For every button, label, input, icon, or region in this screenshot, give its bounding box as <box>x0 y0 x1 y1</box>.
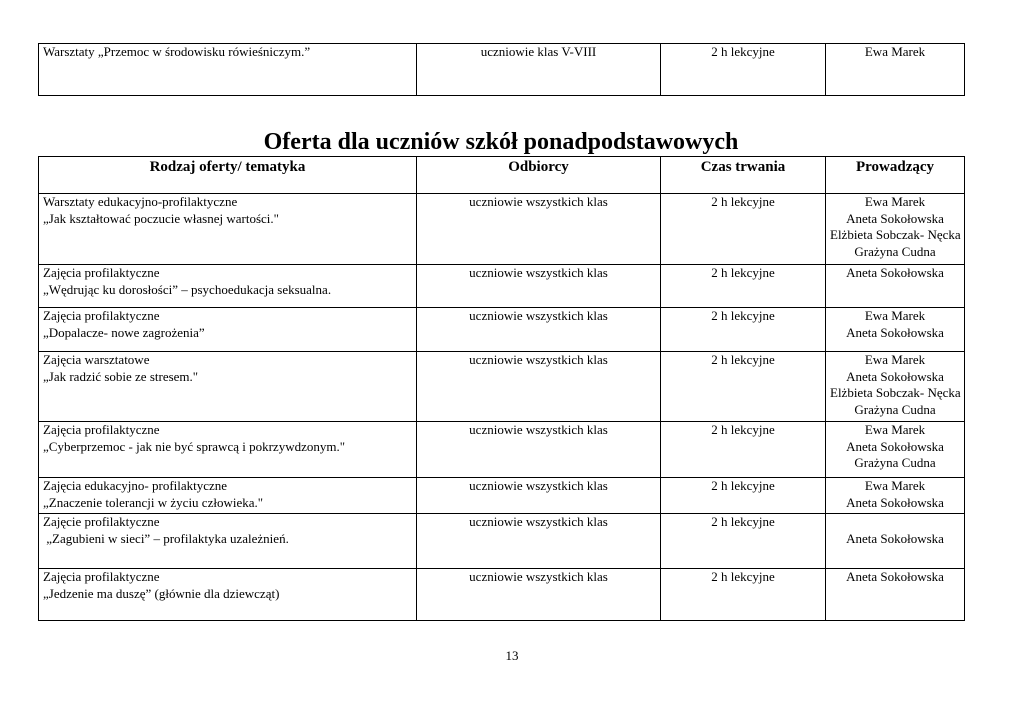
leader-name: Grażyna Cudna <box>854 243 936 259</box>
topic-line: Warsztaty „Przemoc w środowisku rówieśniczym.” <box>43 44 311 59</box>
table-row <box>39 569 965 621</box>
table-row <box>39 514 965 569</box>
topic-cell <box>39 44 417 96</box>
leader-name: Aneta Sokołowska <box>846 210 944 226</box>
topic-line: „Dopalacze- nowe zagrożenia” <box>43 324 205 340</box>
topic-line: Warsztaty edukacyjno-profilaktyczne <box>43 194 238 209</box>
leader-name <box>830 514 960 531</box>
offer-table <box>38 156 965 621</box>
duration-cell: 2 h lekcyjne <box>661 514 826 569</box>
topic-line: Zajęcia warsztatowe <box>43 352 150 367</box>
audience-cell: uczniowie wszystkich klas <box>417 478 661 514</box>
audience-cell: uczniowie wszystkich klas <box>417 422 661 478</box>
topic-line: Zajęcia profilaktyczne <box>43 422 160 437</box>
section-title: Oferta dla uczniów szkół ponadpodstawowych <box>263 129 739 155</box>
leaders-cell <box>826 422 965 478</box>
column-header-leaders: Prowadzący <box>826 157 965 194</box>
table-header-row <box>39 157 965 194</box>
leader-name: Elżbieta Sobczak- Nęcka <box>830 385 961 400</box>
leader-name: Ewa Marek <box>864 478 926 493</box>
duration-cell: 2 h lekcyjne <box>661 569 826 621</box>
leaders-cell <box>826 569 965 621</box>
topic-line: „Jedzenie ma duszę” (głównie dla dziewcząt) <box>43 585 280 601</box>
audience-cell: uczniowie wszystkich klas <box>417 569 661 621</box>
leader-name: Ewa Marek <box>864 44 926 59</box>
topic-line: „Zagubieni w sieci” – profilaktyka uzależnień. <box>43 530 289 546</box>
audience-cell: uczniowie wszystkich klas <box>417 194 661 265</box>
topic-cell <box>39 352 417 422</box>
duration-cell: 2 h lekcyjne <box>661 44 826 96</box>
column-header-audience: Odbiorcy <box>417 157 661 194</box>
audience-cell: uczniowie klas V-VIII <box>417 44 661 96</box>
leader-name: Aneta Sokołowska <box>846 324 944 340</box>
topic-cell <box>39 514 417 569</box>
topic-cell <box>39 569 417 621</box>
leader-name: Aneta Sokołowska <box>846 438 944 454</box>
topic-line: Zajęcia profilaktyczne <box>43 308 160 323</box>
topic-line: Zajęcia profilaktyczne <box>43 569 160 584</box>
topic-cell <box>39 194 417 265</box>
leader-name: Elżbieta Sobczak- Nęcka <box>830 227 961 242</box>
previous-offer-table <box>38 43 965 96</box>
audience-cell: uczniowie wszystkich klas <box>417 514 661 569</box>
topic-line: „Znaczenie tolerancji w życiu człowieka." <box>43 494 264 510</box>
topic-line: Zajęcie profilaktyczne <box>43 514 160 529</box>
leader-name: Grażyna Cudna <box>854 401 936 417</box>
audience-cell: uczniowie wszystkich klas <box>417 352 661 422</box>
leaders-cell <box>826 44 965 96</box>
leaders-cell <box>826 352 965 422</box>
topic-line: Zajęcia profilaktyczne <box>43 265 160 280</box>
leader-name: Aneta Sokołowska <box>846 265 944 280</box>
duration-cell: 2 h lekcyjne <box>661 308 826 352</box>
leaders-cell <box>826 514 965 569</box>
table-row <box>39 194 965 265</box>
table-row <box>39 265 965 308</box>
duration-cell: 2 h lekcyjne <box>661 194 826 265</box>
leader-name: Ewa Marek <box>864 308 926 323</box>
leader-name: Aneta Sokołowska <box>846 368 944 384</box>
topic-line: „Cyberprzemoc - jak nie być sprawcą i pokrzywdzonym." <box>43 438 346 454</box>
column-header-topic: Rodzaj oferty/ tematyka <box>39 157 417 194</box>
table-row <box>39 478 965 514</box>
leaders-cell <box>826 308 965 352</box>
duration-cell: 2 h lekcyjne <box>661 352 826 422</box>
topic-line: „Jak kształtować poczucie własnej wartości." <box>43 210 279 226</box>
audience-cell: uczniowie wszystkich klas <box>417 308 661 352</box>
leader-name: Aneta Sokołowska <box>846 569 944 584</box>
topic-line: „Wędrując ku dorosłości” – psychoedukacja seksualna. <box>43 281 332 297</box>
leader-name: Aneta Sokołowska <box>846 494 944 510</box>
table-row <box>39 422 965 478</box>
page-number: 13 <box>505 648 519 663</box>
table-row <box>39 308 965 352</box>
topic-cell <box>39 308 417 352</box>
topic-cell <box>39 478 417 514</box>
topic-cell <box>39 265 417 308</box>
leaders-cell <box>826 194 965 265</box>
leaders-cell <box>826 478 965 514</box>
topic-cell <box>39 422 417 478</box>
leader-name: Aneta Sokołowska <box>846 530 944 546</box>
audience-cell: uczniowie wszystkich klas <box>417 265 661 308</box>
leader-name: Grażyna Cudna <box>854 455 936 470</box>
duration-cell: 2 h lekcyjne <box>661 265 826 308</box>
table-row <box>39 44 965 96</box>
column-header-duration: Czas trwania <box>661 157 826 194</box>
table-row <box>39 352 965 422</box>
duration-cell: 2 h lekcyjne <box>661 422 826 478</box>
leaders-cell <box>826 265 965 308</box>
leader-name: Ewa Marek <box>864 422 926 437</box>
topic-line: Zajęcia edukacyjno- profilaktyczne <box>43 478 228 493</box>
leader-name: Ewa Marek <box>864 352 926 367</box>
topic-line: „Jak radzić sobie ze stresem." <box>43 368 199 384</box>
leader-name: Ewa Marek <box>864 194 926 209</box>
duration-cell: 2 h lekcyjne <box>661 478 826 514</box>
